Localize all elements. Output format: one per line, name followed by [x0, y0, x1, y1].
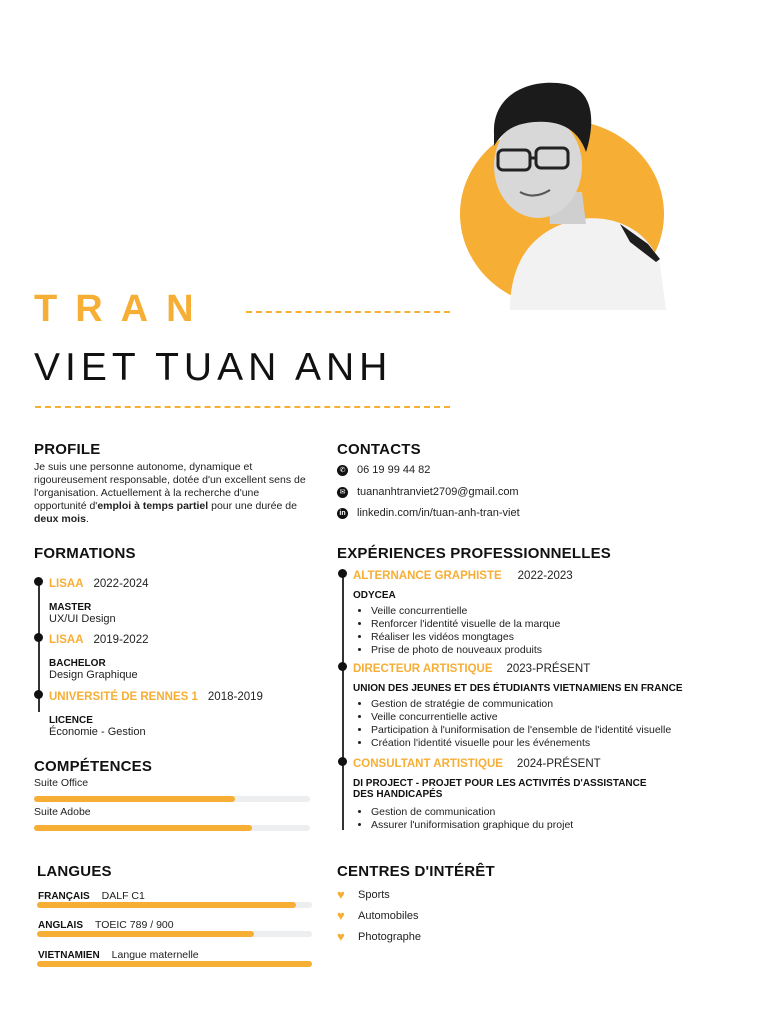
header-divider-bottom: [35, 406, 450, 408]
formation-degree: BACHELOR: [49, 658, 106, 669]
interest-item: [337, 887, 390, 903]
phone-icon: ✆: [337, 465, 348, 476]
formation-school: LISAA: [49, 634, 84, 646]
language-name: VIETNAMIEN: [38, 950, 100, 961]
profile-text-bold: emploi à temps partiel: [97, 500, 209, 512]
formation-item: [49, 630, 149, 681]
experience-years: 2024-PRÉSENT: [516, 758, 601, 770]
competences-heading: COMPÉTENCES: [34, 758, 153, 775]
interest-label: Sports: [358, 889, 390, 901]
profile-heading: PROFILE: [34, 441, 101, 458]
formation-degree: LICENCE: [49, 715, 93, 726]
interest-label: Automobiles: [358, 910, 419, 922]
langues-heading: LANGUES: [37, 863, 112, 880]
heart-icon: ♥: [337, 887, 345, 902]
timeline-dot: [338, 569, 347, 578]
formations-heading: FORMATIONS: [34, 545, 136, 562]
formation-field: Design Graphique: [49, 669, 138, 681]
skill-label: Suite Adobe: [34, 806, 91, 818]
contact-linkedin-value: linkedin.com/in/tuan-anh-tran-viet: [357, 507, 520, 519]
language-bar-track: [37, 931, 312, 937]
formation-item: [49, 687, 263, 738]
task-item: • Renforcer l'identité visuelle de la marque: [371, 618, 753, 631]
experience-role: ALTERNANCE GRAPHISTE: [353, 570, 502, 582]
task-item: • Assurer l'uniformisation graphique du projet: [371, 819, 753, 832]
linkedin-icon: in: [337, 508, 348, 519]
language-bar-fill: [37, 961, 312, 967]
timeline-dot: [34, 577, 43, 586]
language-bar-fill: [37, 931, 254, 937]
formation-school: UNIVERSITÉ DE RENNES 1: [49, 691, 198, 703]
profile-text-part: Je suis une personne autonome, dynamique et rigoureusement responsable, dotée d'un excellent sens de l'organisation. Actuellement à la recherche d'une opportunité d': [34, 461, 306, 512]
experience-company: DES HANDICAPÉS: [353, 789, 443, 800]
formation-item: [49, 574, 149, 625]
experience-item: [353, 659, 753, 750]
header-divider-top: [246, 311, 450, 313]
last-name: VIET TUAN ANH: [34, 346, 393, 389]
experience-tasks: [353, 806, 753, 832]
contact-phone-value: 06 19 99 44 82: [357, 464, 431, 476]
task-item: • Veille concurrentielle: [371, 605, 753, 618]
task-item: • Gestion de communication: [371, 806, 753, 819]
experience-company: UNION DES JEUNES ET DES ÉTUDIANTS VIETNAMIENS EN FRANCE: [353, 683, 683, 694]
formation-field: Économie - Gestion: [49, 726, 146, 738]
skill-bar-track: [34, 825, 310, 831]
experiences-heading: EXPÉRIENCES PROFESSIONNELLES: [337, 545, 611, 562]
formation-years: 2019-2022: [93, 634, 149, 646]
timeline-dot: [338, 757, 347, 766]
task-item: • Création l'identité visuelle pour les événements: [371, 737, 753, 750]
language-bar-fill: [37, 902, 296, 908]
task-item: • Participation à l'uniformisation de l'ensemble de l'identité visuelle: [371, 724, 753, 737]
language-level: DALF C1: [101, 890, 145, 902]
profile-text-part: .: [85, 513, 89, 525]
skill-bar-track: [34, 796, 310, 802]
experience-tasks: [353, 605, 753, 657]
heart-icon: ♥: [337, 929, 345, 944]
experience-company: DI PROJECT - PROJET POUR LES ACTIVITÉS D'ASSISTANCE: [353, 778, 647, 789]
task-item: • Prise de photo de nouveaux produits: [371, 644, 753, 657]
experience-years: 2022-2023: [517, 570, 573, 582]
contact-linkedin[interactable]: [337, 505, 520, 521]
interest-item: [337, 908, 419, 924]
language-level: Langue maternelle: [111, 949, 199, 961]
contact-phone[interactable]: [337, 462, 430, 478]
formation-field: UX/UI Design: [49, 613, 116, 625]
profile-text: [34, 461, 314, 526]
formation-years: 2018-2019: [207, 691, 263, 703]
experience-item: [353, 566, 753, 657]
task-item: • Réaliser les vidéos mongtages: [371, 631, 753, 644]
timeline-dot: [34, 633, 43, 642]
experience-years: 2023-PRÉSENT: [506, 663, 591, 675]
interest-label: Photographe: [358, 931, 421, 943]
profile-text-part: pour une durée de: [208, 500, 297, 512]
language-bar-track: [37, 961, 312, 967]
language-name: FRANÇAIS: [38, 891, 90, 902]
formation-degree: MASTER: [49, 602, 92, 613]
contact-email[interactable]: [337, 484, 519, 500]
timeline-dot: [338, 662, 347, 671]
interest-item: [337, 929, 421, 945]
skill-label: Suite Office: [34, 777, 89, 789]
skill-bar-fill: [34, 825, 252, 831]
experience-role: DIRECTEUR ARTISTIQUE: [353, 663, 493, 675]
timeline-dot: [34, 690, 43, 699]
interets-heading: CENTRES D'INTÉRÊT: [337, 863, 495, 880]
experience-role: CONSULTANT ARTISTIQUE: [353, 758, 503, 770]
profile-photo: [470, 74, 666, 310]
experience-tasks: [353, 698, 753, 750]
language-bar-track: [37, 902, 312, 908]
contact-email-value: tuananhtranviet2709@gmail.com: [357, 486, 519, 498]
email-icon: ✉: [337, 487, 348, 498]
experiences-timeline: [342, 572, 344, 830]
task-item: • Veille concurrentielle active: [371, 711, 753, 724]
first-name: TRAN: [34, 288, 212, 330]
formation-years: 2022-2024: [93, 578, 149, 590]
heart-icon: ♥: [337, 908, 345, 923]
task-item: • Gestion de stratégie de communication: [371, 698, 753, 711]
profile-text-bold: deux mois: [34, 513, 86, 525]
language-name: ANGLAIS: [38, 920, 83, 931]
experience-company: ODYCEA: [353, 590, 396, 601]
formation-school: LISAA: [49, 578, 84, 590]
experience-item: [353, 754, 753, 832]
language-level: TOEIC 789 / 900: [95, 919, 174, 931]
contacts-heading: CONTACTS: [337, 441, 421, 458]
skill-bar-fill: [34, 796, 235, 802]
